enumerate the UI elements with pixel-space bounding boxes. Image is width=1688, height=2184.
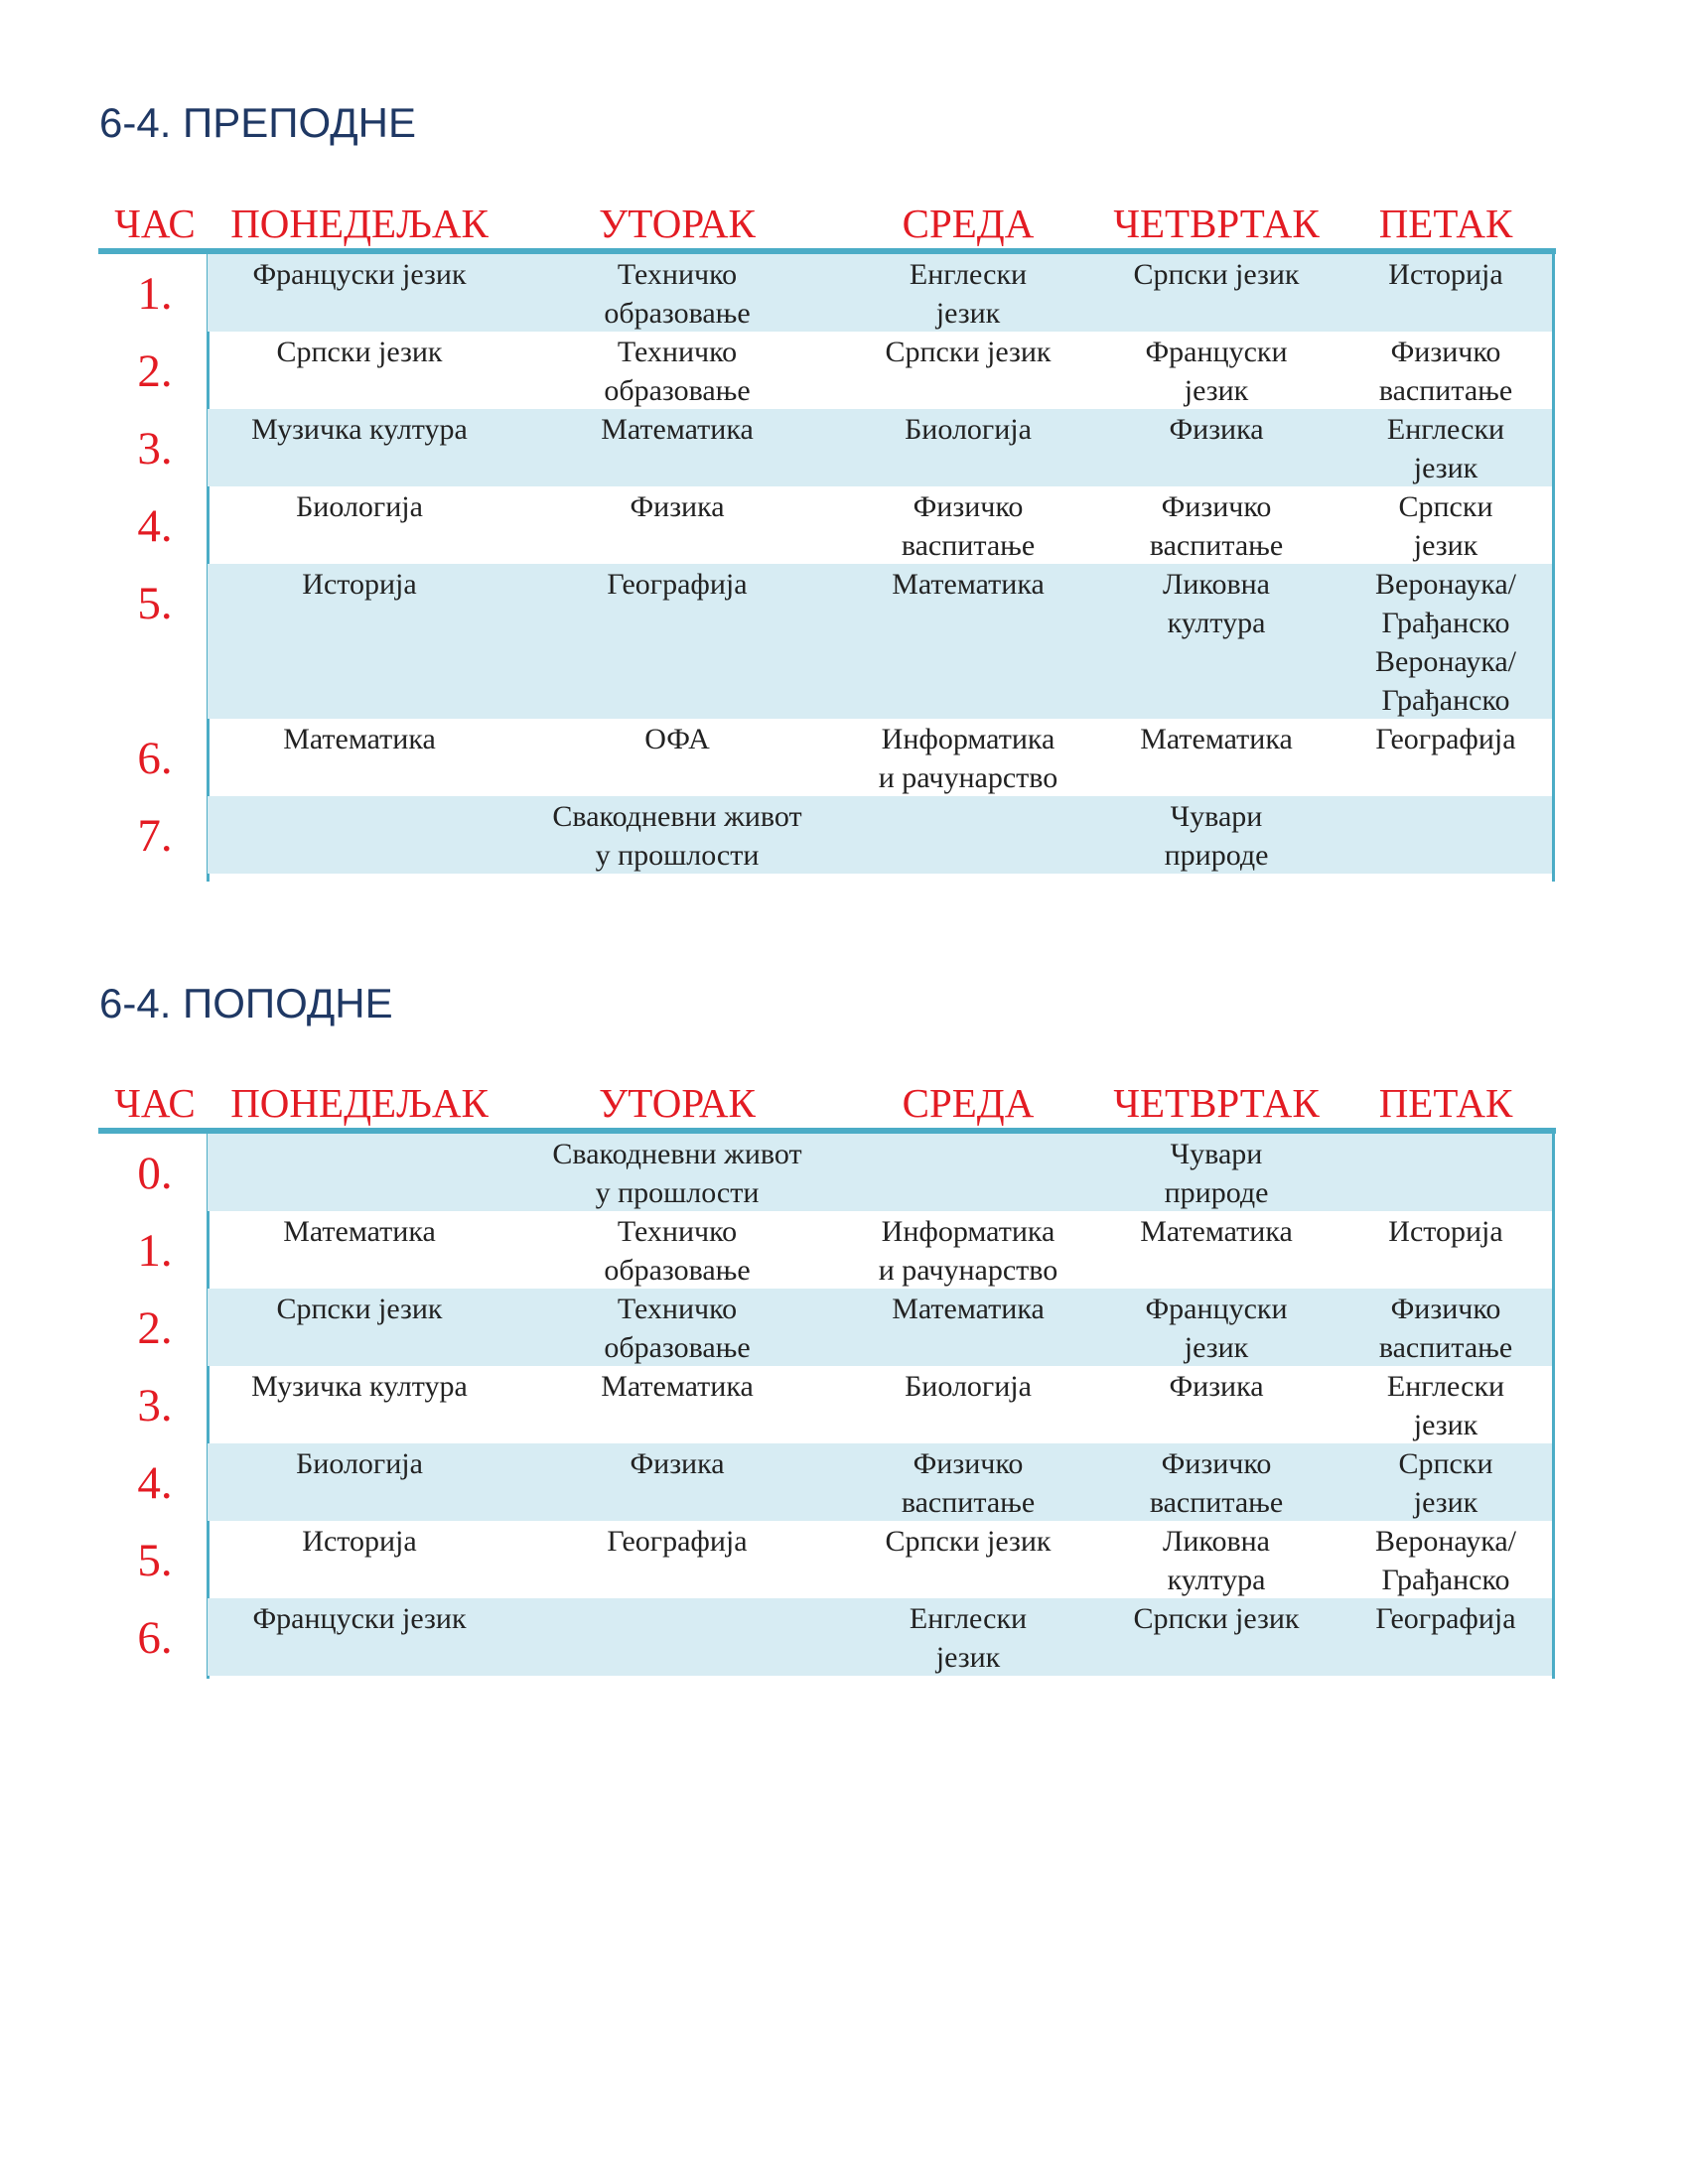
table-row xyxy=(0,564,1688,719)
period-number: 3. xyxy=(137,423,173,475)
cell-tuesday: Математика xyxy=(601,1370,754,1403)
cell-thursday: Физичко васпитање xyxy=(1149,1447,1284,1519)
period-number: 4. xyxy=(137,500,173,552)
cell-friday: Енглески језик xyxy=(1386,413,1505,484)
cell-thursday: Математика xyxy=(1140,723,1293,755)
cell-friday: Веронаука/ Грађанско xyxy=(1375,1525,1516,1596)
period-number: 3. xyxy=(137,1380,173,1432)
cell-thursday: Ликовна култура xyxy=(1163,568,1270,639)
morning-title: 6-4. ПРЕПОДНЕ xyxy=(99,99,416,146)
cell-tuesday: Физика xyxy=(630,490,725,523)
table-row xyxy=(0,1289,1688,1366)
cell-monday: Српски језик xyxy=(276,1293,443,1325)
cell-tuesday: Техничко образовање xyxy=(604,1215,751,1287)
table-row xyxy=(0,1443,1688,1521)
cell-tuesday: Математика xyxy=(601,413,754,446)
period-number: 4. xyxy=(137,1457,173,1509)
cell-thursday: Физика xyxy=(1169,413,1264,446)
cell-thursday: Чувари природе xyxy=(1164,1138,1269,1209)
cell-tuesday: Свакодневни живот у прошлости xyxy=(552,1138,802,1209)
cell-monday: Историја xyxy=(302,568,417,601)
cell-friday: Физичко васпитање xyxy=(1378,1293,1513,1364)
afternoon-header-row xyxy=(0,1073,1688,1133)
cell-tuesday: Техничко образовање xyxy=(604,1293,751,1364)
table-row xyxy=(0,1366,1688,1443)
cell-thursday: Физичко васпитање xyxy=(1149,490,1284,562)
table-row xyxy=(0,409,1688,486)
table-row xyxy=(0,796,1688,874)
cell-wednesday: Српски језик xyxy=(885,1525,1052,1558)
cell-tuesday: Техничко образовање xyxy=(604,336,751,407)
cell-wednesday: Српски језик xyxy=(885,336,1052,368)
table-row xyxy=(0,719,1688,796)
header-tuesday: УТОРАК xyxy=(599,201,756,246)
table-row xyxy=(0,486,1688,564)
cell-friday: Веронаука/ Грађанско Веронаука/ Грађанско xyxy=(1375,568,1516,717)
header-wednesday: СРЕДА xyxy=(902,201,1035,246)
cell-wednesday: Математика xyxy=(892,568,1045,601)
cell-monday: Француски језик xyxy=(252,258,467,291)
cell-friday: Географија xyxy=(1375,1602,1516,1635)
cell-wednesday: Енглески језик xyxy=(909,258,1028,330)
period-number: 2. xyxy=(137,345,173,397)
cell-tuesday: Географија xyxy=(607,1525,748,1558)
cell-wednesday: Биологија xyxy=(905,1370,1032,1403)
cell-monday: Музичка култура xyxy=(251,413,468,446)
cell-thursday: Француски језик xyxy=(1145,336,1288,407)
header-tuesday: УТОРАК xyxy=(599,1080,756,1126)
cell-thursday: Ликовна култура xyxy=(1163,1525,1270,1596)
cell-friday: Географија xyxy=(1375,723,1516,755)
cell-wednesday: Физичко васпитање xyxy=(901,1447,1036,1519)
cell-wednesday: Информатика и рачунарство xyxy=(878,723,1058,794)
header-friday: ПЕТАК xyxy=(1378,1080,1513,1126)
period-number: 6. xyxy=(137,733,173,784)
afternoon-title: 6-4. ПОПОДНЕ xyxy=(99,980,393,1026)
period-number: 0. xyxy=(137,1148,173,1199)
table-row xyxy=(0,254,1688,332)
header-friday: ПЕТАК xyxy=(1378,201,1513,246)
cell-wednesday: Енглески језик xyxy=(909,1602,1028,1674)
cell-tuesday: Техничко образовање xyxy=(604,258,751,330)
period-number: 1. xyxy=(137,1225,173,1277)
cell-monday: Француски језик xyxy=(252,1602,467,1635)
period-number: 2. xyxy=(137,1302,173,1354)
cell-wednesday: Информатика и рачунарство xyxy=(878,1215,1058,1287)
table-row xyxy=(0,1211,1688,1289)
row-background xyxy=(208,796,1552,874)
period-number: 1. xyxy=(137,268,173,320)
table-row xyxy=(0,1598,1688,1676)
cell-monday: Математика xyxy=(283,1215,436,1248)
period-number: 7. xyxy=(137,810,173,862)
cell-monday: Биологија xyxy=(296,1447,423,1480)
cell-monday: Математика xyxy=(283,723,436,755)
cell-friday: Физичко васпитање xyxy=(1378,336,1513,407)
cell-thursday: Српски језик xyxy=(1133,1602,1300,1635)
cell-monday: Српски језик xyxy=(276,336,443,368)
cell-friday: Енглески језик xyxy=(1386,1370,1505,1441)
cell-monday: Биологија xyxy=(296,490,423,523)
cell-thursday: Српски језик xyxy=(1133,258,1300,291)
period-number: 5. xyxy=(137,1535,173,1586)
cell-tuesday: ОФА xyxy=(644,723,710,755)
cell-tuesday: Физика xyxy=(630,1447,725,1480)
cell-thursday: Математика xyxy=(1140,1215,1293,1248)
cell-monday: Музичка култура xyxy=(251,1370,468,1403)
cell-monday: Историја xyxy=(302,1525,417,1558)
morning-header-row xyxy=(0,194,1688,253)
period-number: 5. xyxy=(137,578,173,629)
cell-friday: Српски језик xyxy=(1398,1447,1493,1519)
cell-wednesday: Биологија xyxy=(905,413,1032,446)
period-number: 6. xyxy=(137,1612,173,1664)
header-wednesday: СРЕДА xyxy=(902,1080,1035,1126)
row-background xyxy=(208,1134,1552,1211)
header-period: ЧАС xyxy=(114,201,196,246)
cell-thursday: Француски језик xyxy=(1145,1293,1288,1364)
header-monday: ПОНЕДЕЉАК xyxy=(230,201,489,246)
header-thursday: ЧЕТВРТАК xyxy=(1113,1080,1320,1126)
cell-friday: Историја xyxy=(1388,1215,1503,1248)
header-thursday: ЧЕТВРТАК xyxy=(1113,201,1320,246)
cell-wednesday: Математика xyxy=(892,1293,1045,1325)
cell-friday: Српски језик xyxy=(1398,490,1493,562)
cell-tuesday: Географија xyxy=(607,568,748,601)
header-period: ЧАС xyxy=(114,1080,196,1126)
cell-tuesday: Свакодневни живот у прошлости xyxy=(552,800,802,872)
table-row xyxy=(0,1521,1688,1598)
cell-thursday: Физика xyxy=(1169,1370,1264,1403)
table-row xyxy=(0,332,1688,409)
cell-wednesday: Физичко васпитање xyxy=(901,490,1036,562)
cell-friday: Историја xyxy=(1388,258,1503,291)
cell-thursday: Чувари природе xyxy=(1164,800,1269,872)
table-row xyxy=(0,1134,1688,1211)
header-monday: ПОНЕДЕЉАК xyxy=(230,1080,489,1126)
